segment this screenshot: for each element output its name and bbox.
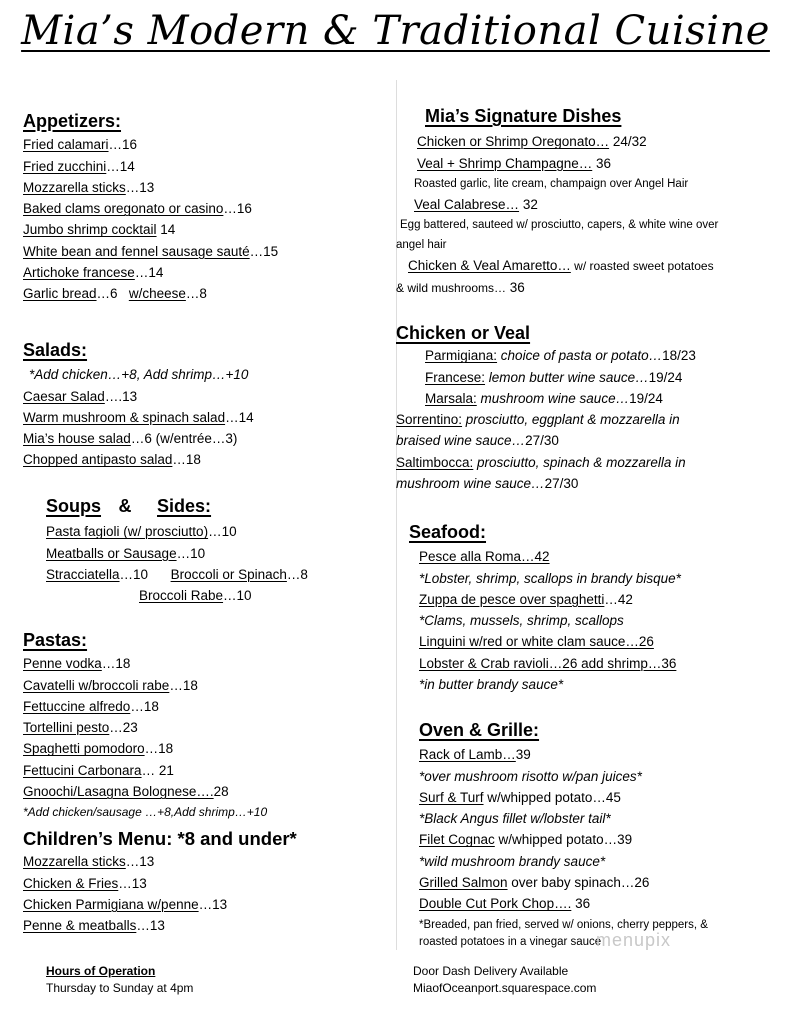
menu-item: Fettuccine alfredo…18 xyxy=(23,698,159,714)
hours-label: Hours of Operation xyxy=(46,964,156,978)
menu-item: Artichoke francese…14 xyxy=(23,265,164,281)
hours-value: Thursday to Sunday at 4pm xyxy=(46,981,194,995)
children-section xyxy=(23,828,297,936)
menu-item: Grilled Salmon over baby spinach…26 xyxy=(419,875,650,891)
salads-section xyxy=(23,340,254,471)
menu-item: Pasta fagioli (w/ prosciutto)…10 xyxy=(46,524,237,540)
soups-sides-section xyxy=(46,496,308,606)
children-heading: Children’s Menu: *8 and under* xyxy=(23,828,297,849)
menu-item: Gnoochi/Lasagna Bolognese….28 xyxy=(23,784,229,800)
menu-item: Fried calamari…16 xyxy=(23,137,138,153)
menu-item: Parmigiana: choice of pasta or potato…18/23 xyxy=(425,348,696,364)
restaurant-title: Mia’s Modern & Traditional Cuisine xyxy=(21,8,770,54)
menu-item: White bean and fennel sausage sauté…15 xyxy=(23,243,279,259)
menu-item: Tortellini pesto…23 xyxy=(23,720,138,736)
menu-item: Chopped antipasto salad…18 xyxy=(23,452,201,468)
soups-sides-heading: Soups & Sides: xyxy=(46,496,212,516)
dish-description: & wild mushrooms… 36 xyxy=(396,280,525,296)
dish-note: *Clams, mussels, shrimp, scallops xyxy=(419,613,624,629)
pastas-heading: Pastas: xyxy=(23,630,88,650)
signature-section xyxy=(396,106,718,300)
oven-grille-heading: Oven & Grille: xyxy=(419,720,540,740)
menu-item: Broccoli Rabe…10 xyxy=(139,588,252,604)
menu-item: Lobster & Crab ravioli…26 add shrimp…36 xyxy=(419,655,677,671)
menu-item: Mia’s house salad…6 (w/entrée…3) xyxy=(23,431,238,447)
hours-block xyxy=(46,963,193,997)
delivery-block xyxy=(413,963,596,997)
pastas-section xyxy=(23,630,267,824)
dish-note: *wild mushroom brandy sauce* xyxy=(419,853,606,869)
dish-description: *Breaded, pan fried, served w/ onions, cherry peppers, & xyxy=(419,918,708,931)
menu-item: Mozzarella sticks…13 xyxy=(23,854,155,870)
dish-description: angel hair xyxy=(396,239,447,252)
menu-item: Penne vodka…18 xyxy=(23,656,131,672)
salads-addons: *Add chicken…+8, Add shrimp…+10 xyxy=(29,367,249,383)
menu-item: Rack of Lamb…39 xyxy=(419,747,531,763)
menu-item: Baked clams oregonato or casino…16 xyxy=(23,201,252,217)
menu-item: Jumbo shrimp cocktail 14 xyxy=(23,222,176,238)
menu-item: Sorrentino: prosciutto, eggplant & mozzarella in xyxy=(396,412,680,428)
menu-item: Chicken & Veal Amaretto… w/ roasted sweet potatoes xyxy=(408,258,714,274)
dish-note: *Black Angus fillet w/lobster tail* xyxy=(419,811,611,827)
menu-item: Chicken or Shrimp Oregonato… 24/32 xyxy=(417,134,647,150)
delivery-text: Door Dash Delivery Available xyxy=(413,964,569,978)
menu-item: Veal Calabrese… 32 xyxy=(414,196,538,212)
menu-item: Saltimbocca: prosciutto, spinach & mozzarella in xyxy=(396,454,686,470)
dish-note: *in butter brandy sauce* xyxy=(419,677,564,693)
appetizers-heading: Appetizers: xyxy=(23,111,122,131)
oven-grille-section xyxy=(419,720,708,949)
menu-item: Double Cut Pork Chop…. 36 xyxy=(419,896,591,912)
menu-item: Caesar Salad….13 xyxy=(23,388,138,404)
menu-item: Veal + Shrimp Champagne… 36 xyxy=(417,155,612,171)
menu-item: Stracciatella…10 Broccoli or Spinach…8 xyxy=(46,566,308,582)
salads-heading: Salads: xyxy=(23,340,88,360)
menu-item: Cavatelli w/broccoli rabe…18 xyxy=(23,677,198,693)
menu-item: Warm mushroom & spinach salad…14 xyxy=(23,409,254,425)
seafood-heading: Seafood: xyxy=(409,522,487,542)
menu-item: braised wine sauce…27/30 xyxy=(396,433,559,449)
menu-item: Chicken & Fries…13 xyxy=(23,875,147,891)
dish-description: Roasted garlic, lite cream, champaign over Angel Hair xyxy=(414,177,689,190)
menu-item: Meatballs or Sausage…10 xyxy=(46,545,206,561)
chicken-veal-section xyxy=(396,323,696,494)
seafood-section xyxy=(409,522,681,695)
chicken-veal-heading: Chicken or Veal xyxy=(396,323,531,343)
menu-item: Filet Cognac w/whipped potato…39 xyxy=(419,832,633,848)
menu-item: Mozzarella sticks…13 xyxy=(23,179,155,195)
dish-description: Egg battered, sauteed w/ prosciutto, capers, & white wine over xyxy=(400,219,719,232)
dish-note: *over mushroom risotto w/pan juices* xyxy=(419,768,642,784)
menu-item: Marsala: mushroom wine sauce…19/24 xyxy=(425,390,663,406)
appetizers-section xyxy=(23,111,278,305)
menu-item: Garlic bread…6 w/cheese…8 xyxy=(23,286,207,302)
watermark: menupix xyxy=(596,930,672,950)
menu-item: Penne & meatballs…13 xyxy=(23,918,165,934)
menu-item: Spaghetti pomodoro…18 xyxy=(23,741,174,757)
menu-item: Fettucini Carbonara… 21 xyxy=(23,762,174,778)
signature-heading: Mia’s Signature Dishes xyxy=(425,106,622,126)
dish-note: *Lobster, shrimp, scallops in brandy bisque* xyxy=(419,570,681,586)
dish-description: roasted potatoes in a vinegar sauce xyxy=(419,935,602,948)
website-link[interactable]: MiaofOceanport.squarespace.com xyxy=(413,981,597,995)
menu-item: Fried zucchini…14 xyxy=(23,158,135,174)
menu-item: Francese: lemon butter wine sauce…19/24 xyxy=(425,369,683,385)
pastas-addons: *Add chicken/sausage …+8,Add shrimp…+10 xyxy=(23,805,268,820)
menu-item: Linguini w/red or white clam sauce…26 xyxy=(419,634,654,650)
menu-item: Zuppa de pesce over spaghetti…42 xyxy=(419,591,633,607)
menu-item: mushroom wine sauce…27/30 xyxy=(396,476,579,492)
menu-item: Chicken Parmigiana w/penne…13 xyxy=(23,896,228,912)
menu-item: Pesce alla Roma…42 xyxy=(419,549,550,565)
menu-item: Surf & Turf w/whipped potato…45 xyxy=(419,789,621,805)
